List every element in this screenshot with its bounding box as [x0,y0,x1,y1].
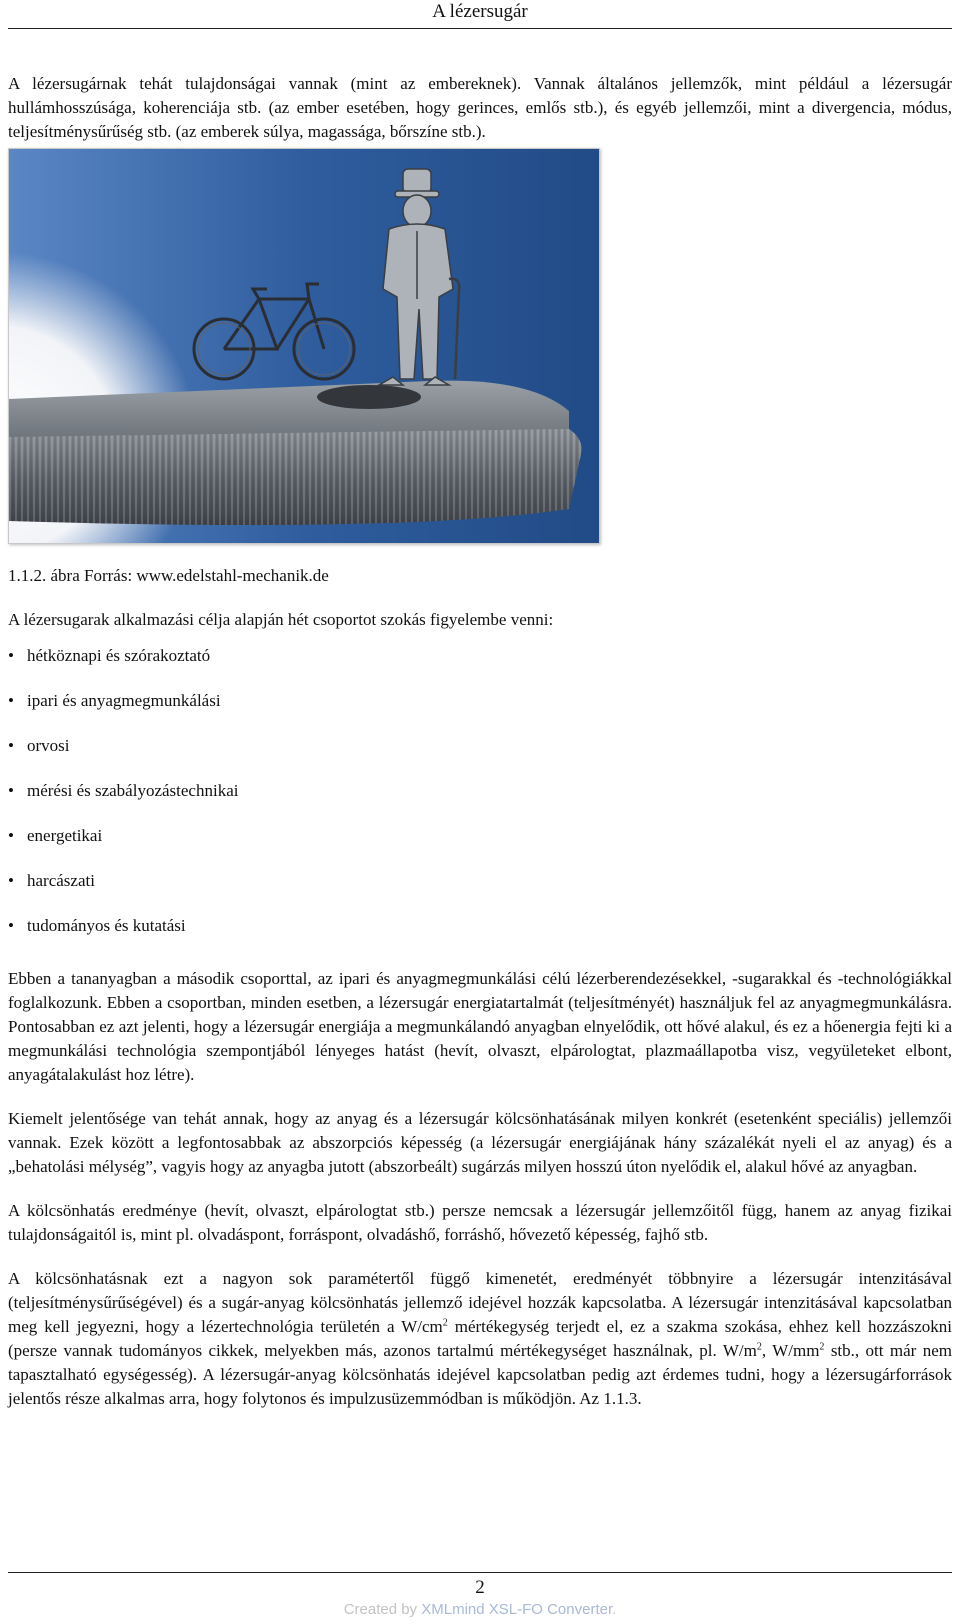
intro-paragraph: A lézersugárnak tehát tulajdonságai vannak (mint az embereknek). Vannak általános jellemzők, mint például a lézersugár hullámhosszúsága, koherenciája stb. (az ember esetében, hogy gerinces, emlős stb.), és egyéb jellemzői, mint a divergencia, módus, teljesítménysűrűség stb. (az emberek súlya, magassága, bőrszíne stb.). [8,74,952,141]
bullet-icon: • [8,691,14,710]
created-suffix: . [612,1601,617,1618]
list-item [8,869,952,914]
bullet-icon: • [8,781,14,800]
paragraph-4-part-1: A kölcsönhatásnak ezt a nagyon sok paramétertől függő kimenetét, eredményét többnyire a lézersugár intenzitásával (teljesítménysűrűségével) és a sugár-anyag kölcsönhatás jellemző idejével hozzák kapcsolatba. A lézersugár intenzitásával kapcsolatban meg kell jegyezni, hogy a lézertechnológia területén a W/cm [8,1269,952,1336]
body-paragraph-4 [8,1267,952,1411]
bullet-icon: • [8,736,14,755]
body-paragraph-2: Kiemelt jelentősége van tehát annak, hogy az anyag és a lézersugár kölcsönhatásának milyen konkrét (esetenként speciális) jellemzői vannak. Ezek között a legfontosabbak az abszorpciós képesség (a lézersugár energiájának hány százalékát nyeli el az anyag) és a „behatolási mélység”, vagyis hogy az anyagba jutott (abszorbeált) sugárzás milyen hosszú úton nyelődik el, alakul hővé az anyagban. [8,1109,952,1176]
figure-photo [9,149,599,543]
paragraph-4-part-3: , W/mm [761,1341,820,1360]
superscript-2: 2 [756,1341,762,1353]
list-item-label: orvosi [27,736,70,755]
page-number: 2 [475,1577,485,1598]
list-item [8,644,952,689]
list-item-label: energetikai [27,826,103,845]
list-item-label: hétköznapi és szórakoztató [27,646,211,665]
list-item [8,824,952,869]
converter-brand-link[interactable]: XMLmind XSL-FO Converter [421,1601,613,1618]
paragraph-4-part-4: stb., ott már nem tapasztalható egységesség). A lézersugár-anyag kölcsönhatás idejével kapcsolatban pedig azt érdemes tudni, hogy a lézersugárforrások jelentős része alkalmas arra, hogy folytonos és impulzusüzemmódban is működjön. Az 1.1.3. [8,1341,952,1408]
figure-laser-cut-steel [8,148,600,544]
created-by-notice [0,1600,960,1620]
list-item [8,734,952,779]
bullet-icon: • [8,916,14,935]
list-item [8,689,952,734]
bullet-icon: • [8,826,14,845]
bullet-icon: • [8,646,14,665]
figure-caption: 1.1.2. ábra Forrás: www.edelstahl-mechanik.de [8,566,329,585]
list-item [8,914,952,959]
page-content [8,72,952,1411]
header-rule [8,28,952,29]
bullet-icon: • [8,871,14,890]
paragraph-4-part-2: mértékegység terjedt el, ez a szakma szokása, ehhez kell hozzászokni (persze vannak tudományos cikkek, melyekben más, azonos tartalmú mértékegységet használnak, pl. W/m [8,1317,952,1360]
groups-lead: A lézersugarak alkalmazási célja alapján hét csoportot szokás figyelembe venni: [8,610,554,629]
body-paragraph-3: A kölcsönhatás eredménye (hevít, olvaszt, elpárologtat stb.) persze nemcsak a lézersugár jellemzőitől függ, hanem az anyag fizikai tulajdonságaitól is, mint pl. olvadáspont, forráspont, olvadáshő, forráshő, hővezető képesség, fajhő stb. [8,1201,952,1244]
footer-rule [8,1572,952,1573]
created-prefix: Created by [343,1601,422,1618]
list-item-label: tudományos és kutatási [27,916,186,935]
list-item-label: ipari és anyagmegmunkálási [27,691,221,710]
list-item [8,779,952,824]
body-paragraph-1: Ebben a tananyagban a második csoporttal, az ipari és anyagmegmunkálási célú lézerberendezésekkel, -sugarakkal és -technológiákkal foglalkozunk. Ebben a csoportban, minden esetben, a lézersugár energiatartalmát (teljesítményét) használjuk fel az anyagmegmunkálásra. Pontosabban ez azt jelenti, hogy a lézersugár energiája a megmunkálandó anyagban elnyelődik, ott hővé alakul, és ez a hőenergia fejti ki a megmunkálási technológia szempontjából lényeges hatást (hevít, olvaszt, elpárologtat, plazmaállapotba visz, vegyületeket elbont, anyagátalakulást hoz létre). [8,969,952,1084]
superscript-2: 2 [442,1317,448,1329]
list-item-label: mérési és szabályozástechnikai [27,781,239,800]
superscript-2: 2 [819,1341,825,1353]
header-title: A lézersugár [432,1,528,22]
list-item-label: harcászati [27,871,95,890]
application-groups-list [8,644,952,959]
